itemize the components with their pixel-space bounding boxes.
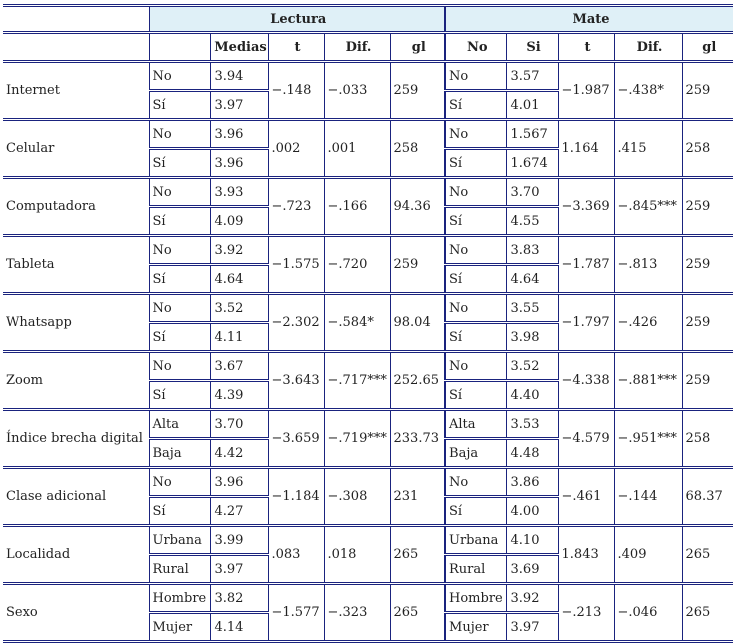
- dif-value: −.951***: [614, 410, 682, 468]
- category-label: No: [445, 294, 506, 323]
- mean-value: 4.09: [210, 207, 268, 236]
- table-row: [3, 236, 733, 265]
- category-label: Alta: [445, 410, 506, 439]
- gl-value: 259: [390, 62, 445, 120]
- t-value: −1.184: [268, 468, 324, 526]
- mean-value: 3.97: [210, 91, 268, 120]
- mean-value: 3.86: [506, 468, 558, 497]
- mean-value: 3.70: [506, 178, 558, 207]
- gl-value: 265: [390, 584, 445, 642]
- mean-value: 3.97: [210, 555, 268, 584]
- mean-value: 4.48: [506, 439, 558, 468]
- variable-label: Clase adicional: [3, 468, 149, 526]
- gl-value: 259: [682, 294, 733, 352]
- t-value: .083: [268, 526, 324, 584]
- mean-value: 4.01: [506, 91, 558, 120]
- t-value: −1.575: [268, 236, 324, 294]
- gl-value: 233.73: [390, 410, 445, 468]
- gl-value: 259: [390, 236, 445, 294]
- table-row: [3, 120, 733, 149]
- category-label: No: [149, 62, 210, 91]
- mean-value: 4.10: [506, 526, 558, 555]
- category-label: Sí: [149, 207, 210, 236]
- category-label: No: [149, 352, 210, 381]
- mean-value: 3.67: [210, 352, 268, 381]
- dif-value: −.046: [614, 584, 682, 642]
- t-value: −2.302: [268, 294, 324, 352]
- mean-value: 3.96: [210, 149, 268, 178]
- gl-value: 258: [682, 120, 733, 178]
- gl-value: 259: [682, 62, 733, 120]
- category-label: No: [445, 352, 506, 381]
- comparison-table: [3, 4, 733, 643]
- header-categoria: [149, 33, 210, 62]
- t-value: 1.164: [558, 120, 614, 178]
- category-label: Urbana: [445, 526, 506, 555]
- dif-value: .415: [614, 120, 682, 178]
- category-label: No: [149, 294, 210, 323]
- category-label: Sí: [149, 323, 210, 352]
- mean-value: 4.27: [210, 497, 268, 526]
- t-value: −.148: [268, 62, 324, 120]
- mean-value: 3.52: [506, 352, 558, 381]
- mean-value: 4.64: [210, 265, 268, 294]
- dif-value: −.720: [324, 236, 390, 294]
- col-header-gl2: gl: [682, 33, 733, 62]
- mean-value: 3.53: [506, 410, 558, 439]
- gl-value: 68.37: [682, 468, 733, 526]
- t-value: −4.338: [558, 352, 614, 410]
- category-label: Sí: [445, 207, 506, 236]
- category-label: Sí: [445, 149, 506, 178]
- gl-value: 94.36: [390, 178, 445, 236]
- t-value: .002: [268, 120, 324, 178]
- dif-value: .409: [614, 526, 682, 584]
- variable-label: Computadora: [3, 178, 149, 236]
- category-label: Rural: [149, 555, 210, 584]
- category-label: Hombre: [445, 584, 506, 613]
- mean-value: 4.55: [506, 207, 558, 236]
- col-header-dif: Dif.: [324, 33, 390, 62]
- dif-value: −.166: [324, 178, 390, 236]
- mean-value: 3.96: [210, 468, 268, 497]
- category-label: Sí: [149, 497, 210, 526]
- dif-value: −.144: [614, 468, 682, 526]
- dif-value: −.584*: [324, 294, 390, 352]
- category-label: No: [445, 178, 506, 207]
- variable-label: Tableta: [3, 236, 149, 294]
- category-label: Sí: [149, 149, 210, 178]
- category-label: Baja: [445, 439, 506, 468]
- mean-value: 3.57: [506, 62, 558, 91]
- mean-value: 3.82: [210, 584, 268, 613]
- mean-value: 1.567: [506, 120, 558, 149]
- col-header-t2: t: [558, 33, 614, 62]
- category-label: Sí: [445, 323, 506, 352]
- col-header-gl: gl: [390, 33, 445, 62]
- dif-value: −.719***: [324, 410, 390, 468]
- gl-value: 258: [390, 120, 445, 178]
- t-value: −1.787: [558, 236, 614, 294]
- mean-value: 4.64: [506, 265, 558, 294]
- mean-value: 1.674: [506, 149, 558, 178]
- mean-value: 3.55: [506, 294, 558, 323]
- t-value: −.213: [558, 584, 614, 642]
- t-value: −3.369: [558, 178, 614, 236]
- variable-label: Sexo: [3, 584, 149, 642]
- mean-value: 4.11: [210, 323, 268, 352]
- mean-value: 3.93: [210, 178, 268, 207]
- table-row: [3, 526, 733, 555]
- variable-label: Localidad: [3, 526, 149, 584]
- mean-value: 3.98: [506, 323, 558, 352]
- t-value: −1.987: [558, 62, 614, 120]
- mean-value: 3.52: [210, 294, 268, 323]
- mean-value: 3.92: [210, 236, 268, 265]
- mean-value: 4.42: [210, 439, 268, 468]
- table-row: [3, 178, 733, 207]
- mean-value: 4.00: [506, 497, 558, 526]
- category-label: No: [445, 468, 506, 497]
- category-label: Sí: [149, 381, 210, 410]
- dif-value: −.308: [324, 468, 390, 526]
- gl-value: 98.04: [390, 294, 445, 352]
- dif-value: −.323: [324, 584, 390, 642]
- mean-value: 3.94: [210, 62, 268, 91]
- mean-value: 3.97: [506, 613, 558, 642]
- table-row: [3, 352, 733, 381]
- category-label: No: [149, 178, 210, 207]
- category-label: Sí: [445, 265, 506, 294]
- t-value: −.723: [268, 178, 324, 236]
- category-label: No: [149, 468, 210, 497]
- header-blank: [3, 6, 149, 33]
- mean-value: 3.70: [210, 410, 268, 439]
- gl-value: 265: [682, 584, 733, 642]
- gl-value: 259: [682, 352, 733, 410]
- mean-value: 3.92: [506, 584, 558, 613]
- category-label: Sí: [445, 381, 506, 410]
- dif-value: −.881***: [614, 352, 682, 410]
- gl-value: 258: [682, 410, 733, 468]
- dif-value: .018: [324, 526, 390, 584]
- col-header-medias: Medias: [210, 33, 268, 62]
- dif-value: −.426: [614, 294, 682, 352]
- category-label: Mujer: [149, 613, 210, 642]
- dif-value: .001: [324, 120, 390, 178]
- col-header-no: No: [445, 33, 506, 62]
- category-label: Sí: [149, 265, 210, 294]
- table-row: [3, 62, 733, 91]
- category-label: No: [445, 120, 506, 149]
- category-label: No: [149, 120, 210, 149]
- gl-value: 259: [682, 178, 733, 236]
- mean-value: 3.96: [210, 120, 268, 149]
- mean-value: 3.99: [210, 526, 268, 555]
- mean-value: 3.69: [506, 555, 558, 584]
- t-value: −3.659: [268, 410, 324, 468]
- mean-value: 4.39: [210, 381, 268, 410]
- category-label: Sí: [445, 91, 506, 120]
- variable-label: Internet: [3, 62, 149, 120]
- table-row: [3, 584, 733, 613]
- col-header-t: t: [268, 33, 324, 62]
- mean-value: 4.40: [506, 381, 558, 410]
- category-label: No: [149, 236, 210, 265]
- mean-value: 3.83: [506, 236, 558, 265]
- t-value: −.461: [558, 468, 614, 526]
- dif-value: −.717***: [324, 352, 390, 410]
- table-row: [3, 468, 733, 497]
- table-row: [3, 294, 733, 323]
- category-label: Mujer: [445, 613, 506, 642]
- group-header-mate: Mate: [445, 6, 733, 33]
- gl-value: 265: [390, 526, 445, 584]
- t-value: −1.797: [558, 294, 614, 352]
- gl-value: 265: [682, 526, 733, 584]
- t-value: −1.577: [268, 584, 324, 642]
- gl-value: 231: [390, 468, 445, 526]
- category-label: Urbana: [149, 526, 210, 555]
- category-label: Sí: [149, 91, 210, 120]
- dif-value: −.845***: [614, 178, 682, 236]
- t-value: 1.843: [558, 526, 614, 584]
- variable-label: Zoom: [3, 352, 149, 410]
- header-variable: [3, 33, 149, 62]
- dif-value: −.033: [324, 62, 390, 120]
- col-header-si: Si: [506, 33, 558, 62]
- category-label: Alta: [149, 410, 210, 439]
- t-value: −4.579: [558, 410, 614, 468]
- category-label: No: [445, 236, 506, 265]
- gl-value: 259: [682, 236, 733, 294]
- variable-label: Índice brecha digital: [3, 410, 149, 468]
- group-header-lectura: Lectura: [149, 6, 445, 33]
- variable-label: Celular: [3, 120, 149, 178]
- t-value: −3.643: [268, 352, 324, 410]
- category-label: No: [445, 62, 506, 91]
- dif-value: −.813: [614, 236, 682, 294]
- col-header-dif2: Dif.: [614, 33, 682, 62]
- category-label: Rural: [445, 555, 506, 584]
- table-row: [3, 410, 733, 439]
- dif-value: −.438*: [614, 62, 682, 120]
- category-label: Baja: [149, 439, 210, 468]
- gl-value: 252.65: [390, 352, 445, 410]
- category-label: Sí: [445, 497, 506, 526]
- mean-value: 4.14: [210, 613, 268, 642]
- variable-label: Whatsapp: [3, 294, 149, 352]
- category-label: Hombre: [149, 584, 210, 613]
- table-body: [3, 62, 733, 642]
